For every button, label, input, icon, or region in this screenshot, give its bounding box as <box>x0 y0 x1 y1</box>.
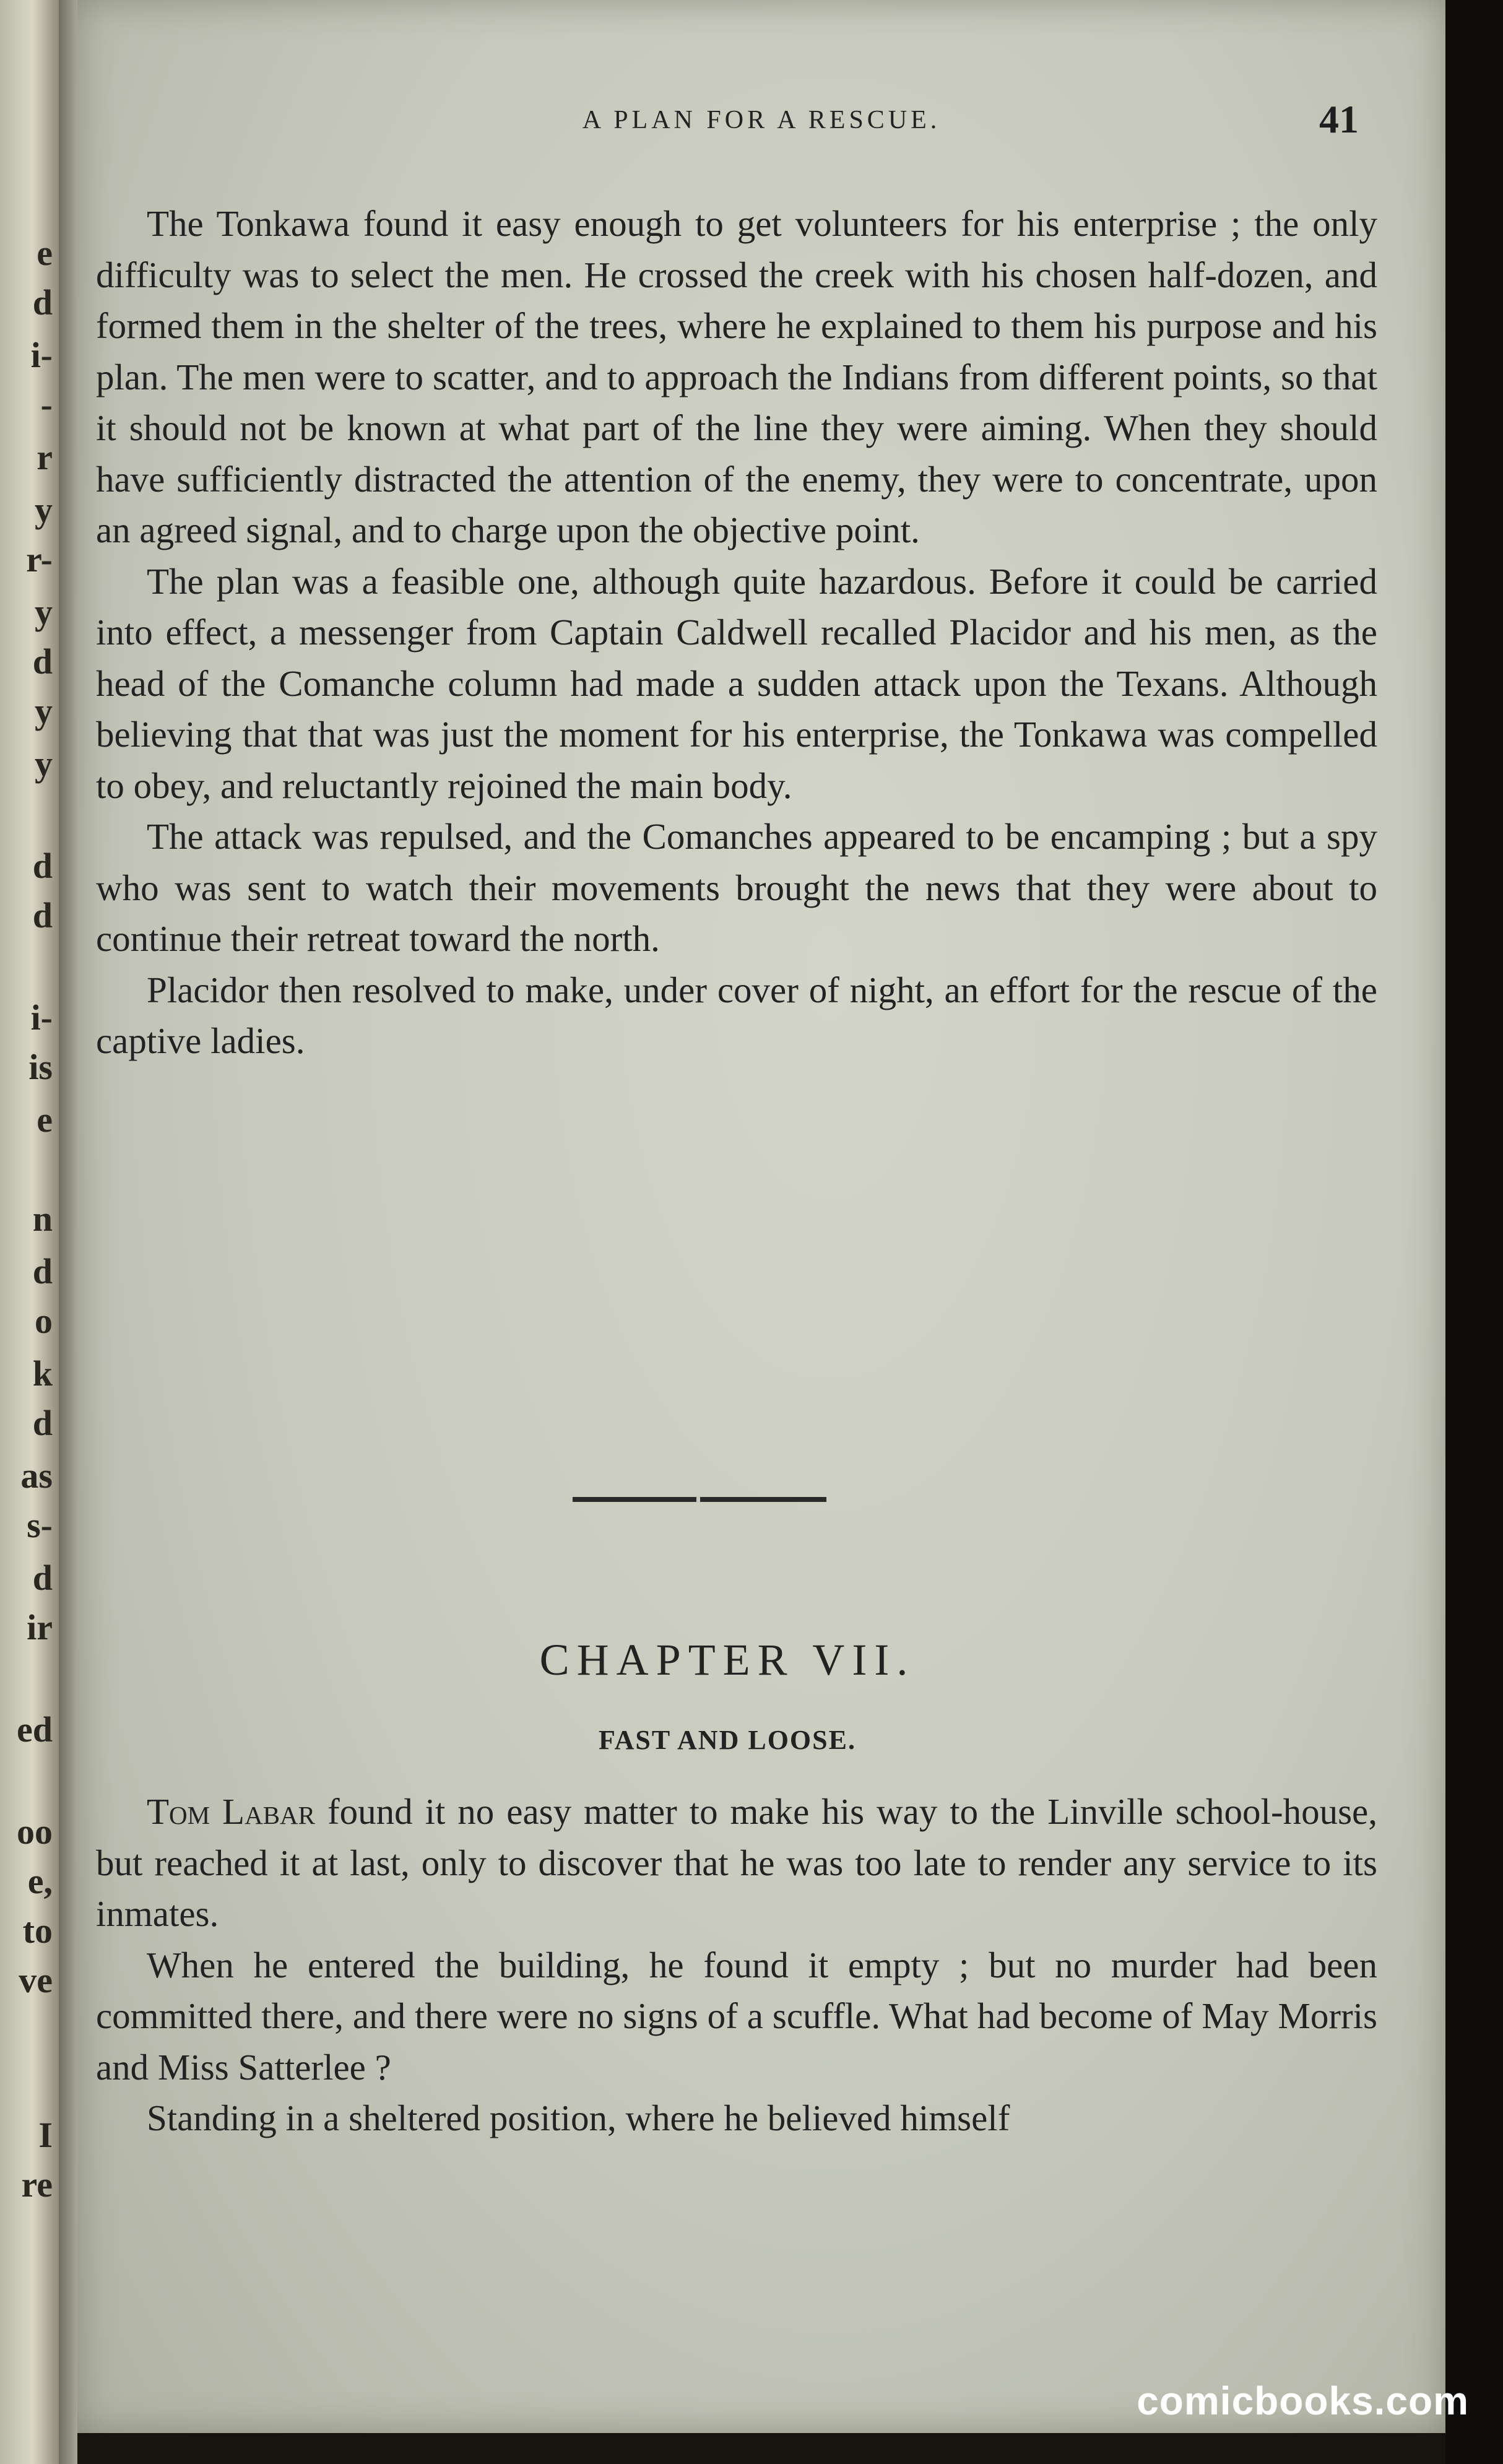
spine-fragment: y <box>35 490 53 530</box>
section-rule <box>573 1497 826 1502</box>
spine-fragment: e <box>37 233 53 273</box>
spine-fragment: I <box>38 2115 53 2155</box>
spine-fragment: ir <box>27 1607 53 1647</box>
paragraph: When he entered the building, he found it empty ; but no murder had been committed there, and there were no signs of a scuffle. What had become of May Morris and Miss Satterlee ? <box>96 1944 1377 2088</box>
spine-fragment: d <box>32 1558 53 1598</box>
paragraph: The attack was repulsed, and the Comanches appeared to be encamping ; but a spy who was sent to watch their movements brought the news that they were about to continue their retreat toward the north. <box>96 816 1377 959</box>
spine-fragment: o <box>35 1301 53 1341</box>
paragraph <box>96 1786 1377 1940</box>
spine-fragment: d <box>32 1251 53 1291</box>
book-page <box>77 0 1445 2433</box>
spine-fragment: d <box>32 641 53 682</box>
spine-fragment: is <box>28 1047 53 1087</box>
spine-fragment: r- <box>26 539 53 579</box>
spine-fragment: n <box>32 1199 53 1239</box>
spine-fragment: - <box>40 384 53 425</box>
spine-fragment: ve <box>19 1960 53 2000</box>
spine-fragment: to <box>22 1911 53 1951</box>
background-edge <box>1445 0 1503 2464</box>
spine-fragment: r <box>37 437 53 477</box>
spine-fragment: d <box>32 282 53 323</box>
spine-fragment: y <box>35 592 53 632</box>
paragraph: Standing in a sheltered position, where he believed himself <box>147 2097 1010 2138</box>
spine-fragment: y <box>35 691 53 731</box>
spine-fragment: e <box>37 1100 53 1140</box>
running-head: A PLAN FOR A RESCUE. <box>582 106 941 134</box>
spine-fragment: i- <box>30 335 53 375</box>
character-name: Tom Labar <box>147 1791 316 1832</box>
adjacent-page-edge <box>0 0 59 2464</box>
body-text <box>96 198 1377 1067</box>
chapter-title: CHAPTER VII. <box>539 1635 916 1685</box>
page-number: 41 <box>1319 97 1359 141</box>
paragraph-text: found it no easy matter to make his way to the Linville school-house, but reached it at last, only to discover that he was too late to render any service to its inmates. <box>96 1791 1377 1934</box>
spine-fragment: d <box>32 1403 53 1443</box>
chapter-subtitle: FAST AND LOOSE. <box>599 1725 856 1755</box>
spine-fragment: oo <box>17 1811 53 1852</box>
spine-fragment: y <box>35 744 53 784</box>
spine-fragment: k <box>32 1353 53 1394</box>
watermark: comicbooks.com <box>1137 2379 1469 2423</box>
paragraph: Placidor then resolved to make, under cover of night, an effort for the rescue of the captive ladies. <box>96 969 1377 1061</box>
page-header <box>77 97 1445 155</box>
page-gutter <box>59 0 77 2464</box>
spine-fragment: e, <box>27 1861 53 1901</box>
spine-fragment: ed <box>17 1709 53 1750</box>
spine-fragment: i- <box>30 997 53 1038</box>
paragraph: The plan was a feasible one, although quite hazardous. Before it could be carried into effect, a messenger from Captain Caldwell recalled Placidor and his men, as the head of the Comanche column had made a sudden attack upon the Texans. Although believing that that was just the moment for his enterprise, the Tonkawa was compelled to obey, and reluctantly rejoined the main body. <box>96 560 1377 806</box>
spine-fragment: as <box>20 1455 53 1496</box>
chapter-body <box>96 1786 1377 2144</box>
spine-fragment: s- <box>27 1505 53 1545</box>
spine-fragment: d <box>32 846 53 886</box>
spine-fragment: re <box>21 2164 53 2205</box>
spine-fragment: d <box>32 895 53 935</box>
paragraph: The Tonkawa found it easy enough to get volunteers for his enterprise ; the only difficulty was to select the men. He crossed the creek with his chosen half-dozen, and formed them in the shelter of the trees, where he explained to them his purpose and his plan. The men were to scatter, and to approach the Indians from different points, so that it should not be known at what part of the line they were aiming. When they should have sufficiently distracted the attention of the enemy, they were to concentrate, upon an agreed signal, and to charge upon the objective point. <box>96 203 1377 550</box>
